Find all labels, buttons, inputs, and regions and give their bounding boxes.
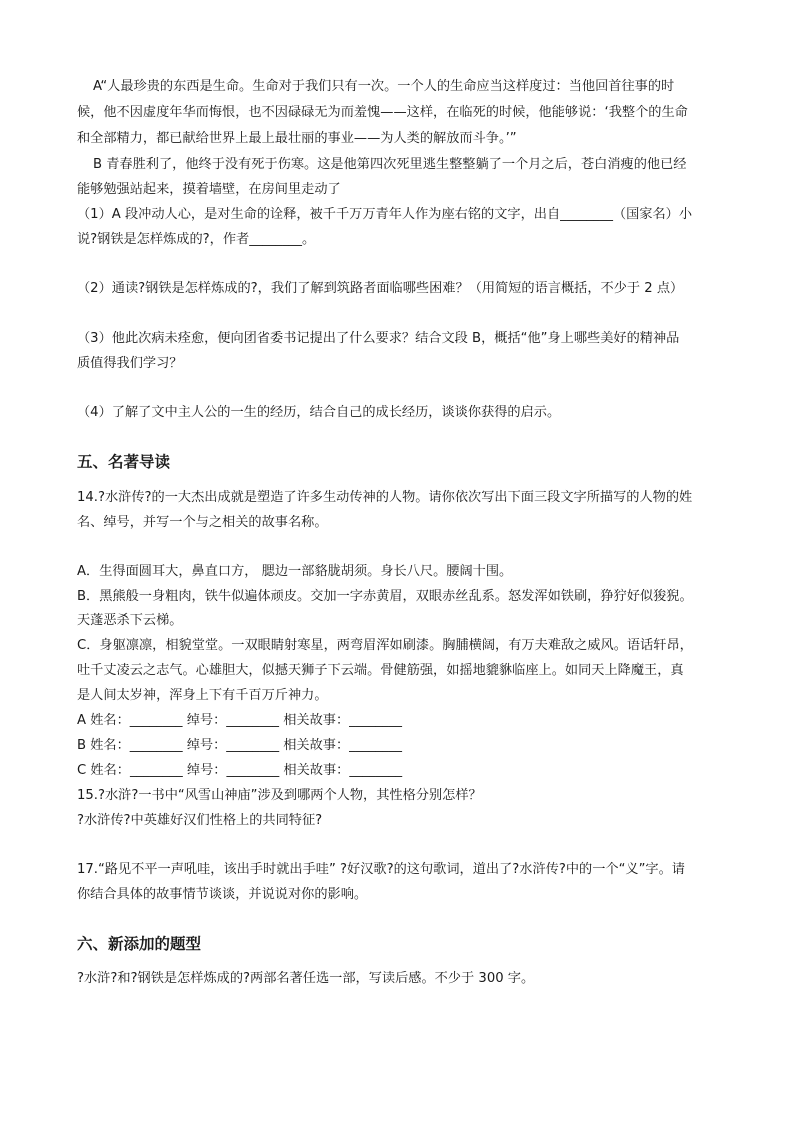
section-5-heading: 五、名著导读	[77, 453, 171, 471]
answer-row-a: A 姓名：________ 绰号：________ 相关故事：________	[77, 713, 402, 728]
passage-a-line: A“人最珍贵的东西是生命。生命对于我们只有一次。一个人的生命应当这样度过：当他回首往事的时	[93, 79, 675, 94]
question-14-line: 名、绰号，并写一个与之相关的故事名称。	[77, 515, 328, 530]
passage-a-line: 候，他不因虚度年华而悔恨，也不因碌碌无为而羞愧——这样，在临死的时候，他能够说：‘我整个的生命	[77, 105, 688, 120]
character-c-description: 吐千丈凌云之志气。心雄胆大，似撼天狮子下云端。骨健筋强，如摇地貔貅临座上。如同天上降魔王，真	[77, 663, 684, 678]
answer-row-b: B 姓名：________ 绰号：________ 相关故事：________	[77, 738, 402, 753]
character-c-description: 是人间太岁神，浑身上下有千百万斤神力。	[77, 688, 328, 703]
question-1-line: 说?钢铁是怎样炼成的?，作者________。	[77, 232, 316, 247]
question-17-line: 你结合具体的故事情节谈谈，并说说对你的影响。	[77, 887, 368, 902]
character-b-description: 天蓬恶杀下云梯。	[77, 613, 183, 628]
passage-b-line: 能够勉强站起来，摸着墙壁，在房间里走动了	[77, 182, 341, 197]
question-3-line: 质值得我们学习？	[77, 356, 183, 371]
question-16: ?水浒传?中英雄好汉们性格上的共同特征?	[77, 813, 323, 828]
passage-b-line: B 青春胜利了，他终于没有死于伤寒。这是他第四次死里逃生整整躺了一个月之后，苍白消瘦的他已经	[93, 157, 687, 172]
character-b-description: B．黑熊般一身粗肉，铁牛似遍体顽皮。交加一字赤黄眉，双眼赤丝乱系。怒发浑如铁刷，狰狞好似狻猊。	[77, 589, 693, 604]
reading-report-prompt: ?水浒?和?钢铁是怎样炼成的?两部名著任选一部，写读后感。不少于 300 字。	[77, 971, 535, 986]
question-15: 15.?水浒?一书中“风雪山神庙”涉及到哪两个人物，其性格分别怎样？	[77, 788, 482, 803]
question-1-line: （1）A 段冲动人心，是对生命的诠释，被千千万万青年人作为座右铭的文字，出自________（国家名）小	[77, 207, 693, 222]
question-3-line: （3）他此次病未痊愈，便向团省委书记提出了什么要求？结合文段 B，概括“他”身上哪些美好的精神品	[77, 331, 680, 346]
character-c-description: C．身躯凛凛，相貌堂堂。一双眼睛射寒星，两弯眉浑如刷漆。胸脯横阔，有万夫难敌之威风。语话轩昂，	[77, 638, 693, 653]
passage-a-line: 和全部精力，都已献给世界上最上最壮丽的事业——为人类的解放而斗争。’”	[77, 131, 517, 146]
question-4: （4）了解了文中主人公的一生的经历，结合自己的成长经历，谈谈你获得的启示。	[77, 405, 561, 420]
character-a-description: A．生得面圆耳大，鼻直口方， 腮边一部貉胧胡须。身长八尺。腰阔十围。	[77, 564, 513, 579]
answer-row-c: C 姓名：________ 绰号：________ 相关故事：________	[77, 763, 403, 778]
section-6-heading: 六、新添加的题型	[77, 935, 202, 953]
question-17-line: 17.“路见不平一声吼哇，该出手时就出手哇” ?好汉歌?的这句歌词，道出了?水浒传?中的一个“义”字。请	[77, 862, 685, 877]
question-2: （2）通读?钢铁是怎样炼成的?，我们了解到筑路者面临哪些困难？（用简短的语言概括，不少于 2 点）	[77, 281, 684, 296]
question-14-line: 14.?水浒传?的一大杰出成就是塑造了许多生动传神的人物。请你依次写出下面三段文字所描写的人物的姓	[77, 490, 693, 505]
